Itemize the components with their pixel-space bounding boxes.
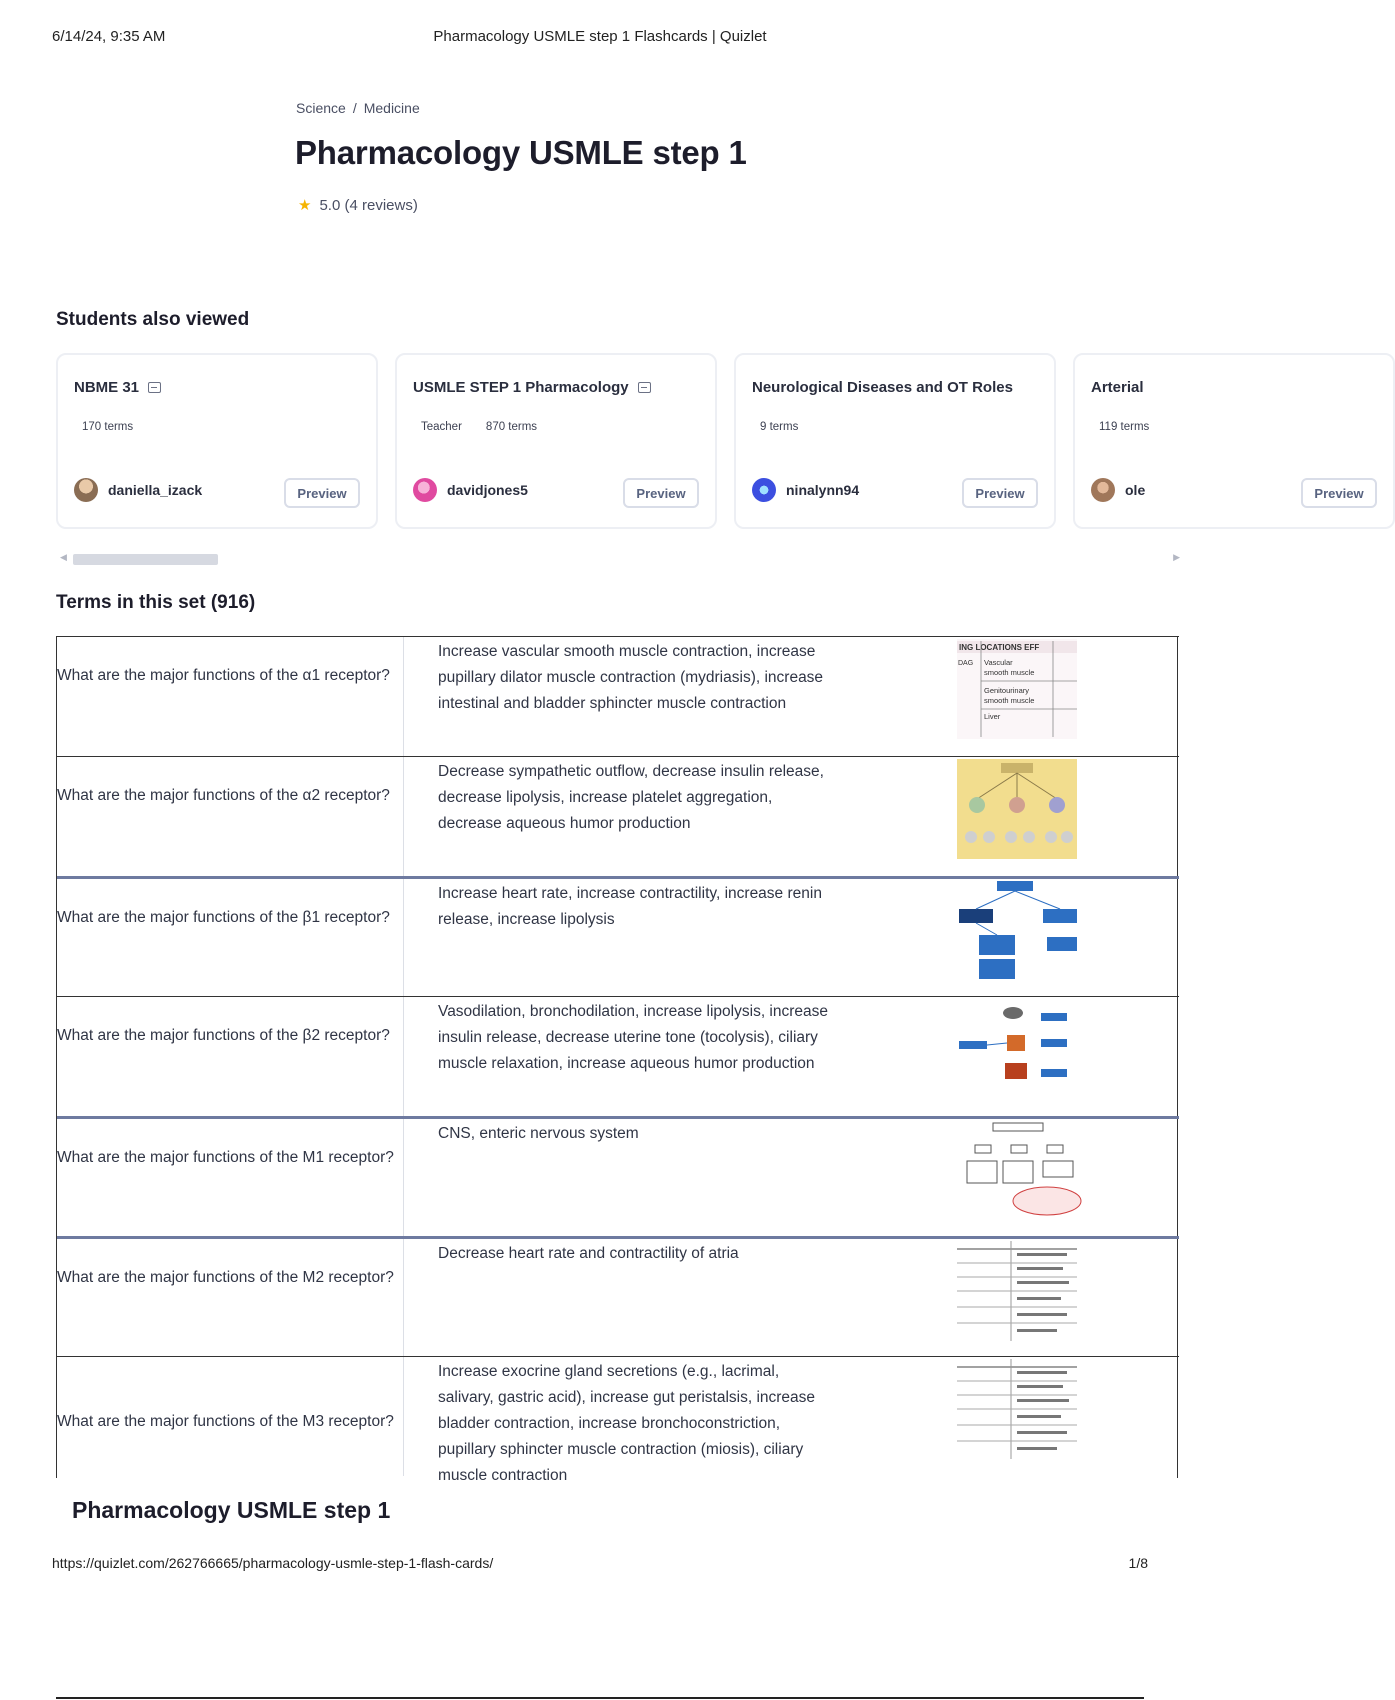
beta2-organ-diagram-image [957, 999, 1077, 1099]
set-card-meta [82, 421, 133, 433]
print-page-number: 1/8 [1128, 1555, 1148, 1571]
students-also-viewed-carousel [56, 353, 1364, 531]
term-row [57, 1116, 1179, 1236]
m2-table-image [957, 1241, 1077, 1341]
term-image[interactable] [957, 639, 1077, 739]
svg-text:smooth muscle: smooth muscle [984, 668, 1035, 677]
row-divider [403, 1357, 404, 1476]
alpha2-diagram-image [957, 759, 1077, 859]
term-row [57, 636, 1179, 756]
rating[interactable] [298, 196, 418, 214]
term-question: What are the major functions of the α1 receptor? [57, 667, 390, 684]
row-divider [403, 1239, 404, 1356]
set-card-author[interactable] [752, 478, 859, 502]
preview-button[interactable]: Preview [284, 478, 360, 508]
set-card-meta [421, 421, 537, 433]
set-card-meta [760, 421, 798, 433]
set-card-usmle-step1-pharmacology[interactable] [395, 353, 717, 529]
preview-button[interactable]: Preview [1301, 478, 1377, 508]
set-card-neurological-diseases[interactable] [734, 353, 1056, 529]
print-header [52, 28, 1148, 50]
print-date: 6/14/24, 9:35 AM [52, 28, 166, 45]
set-card-title: Arterial [1091, 379, 1144, 396]
set-card-badge-teacher: Teacher [421, 421, 462, 433]
term-row [57, 996, 1179, 1116]
row-divider [403, 879, 404, 996]
terms-table [56, 636, 1178, 1484]
print-url[interactable]: https://quizlet.com/262766665/pharmacology-usmle-step-1-flash-cards/ [52, 1555, 494, 1571]
avatar [413, 478, 437, 502]
term-row [57, 1356, 1179, 1484]
term-image[interactable] [957, 881, 1077, 981]
term-answer: Vasodilation, bronchodilation, increase lipolysis, increase insulin release, decrease uterine tone (tocolysis), ciliary muscle relaxation, increase aqueous humor production [438, 1003, 829, 1072]
term-row [57, 1236, 1179, 1356]
term-row [57, 756, 1179, 876]
term-answer: Increase vascular smooth muscle contraction, increase pupillary dilator muscle contraction (mydriasis), increase intestinal and bladder sphincter muscle contraction [438, 643, 824, 712]
set-card-terms: 870 terms [485, 421, 538, 433]
svg-text:DAG: DAG [958, 660, 974, 667]
author-name: ole [1125, 482, 1146, 498]
preview-button[interactable]: Preview [962, 478, 1038, 508]
set-card-terms: 9 terms [760, 421, 799, 433]
term-image[interactable] [957, 1241, 1077, 1341]
scroll-left-arrow-icon[interactable]: ◀ [60, 552, 67, 562]
set-card-author[interactable] [413, 478, 528, 502]
breadcrumb-separator: / [352, 100, 357, 116]
set-card-title: USMLE STEP 1 Pharmacology [413, 379, 651, 396]
author-name: ninalynn94 [786, 482, 860, 498]
author-name: davidjones5 [447, 482, 528, 498]
image-icon [148, 382, 161, 393]
terms-heading: Terms in this set (916) [56, 592, 256, 613]
set-card-arterial[interactable] [1073, 353, 1395, 529]
print-document-title: Pharmacology USMLE step 1 Flashcards | Quizlet [433, 28, 767, 45]
set-card-author[interactable] [74, 478, 202, 502]
term-image[interactable] [957, 1359, 1077, 1459]
alpha1-table-image [957, 639, 1077, 739]
term-question: What are the major functions of the α2 receptor? [57, 787, 390, 804]
bottom-rule [56, 1697, 1144, 1699]
scroll-right-arrow-icon[interactable]: ▶ [1173, 552, 1180, 562]
term-answer: Increase heart rate, increase contractility, increase renin release, increase lipolysis [438, 885, 822, 928]
row-divider [403, 997, 404, 1116]
avatar [752, 478, 776, 502]
svg-text:Genitourinary: Genitourinary [984, 686, 1030, 695]
avatar [1091, 478, 1115, 502]
scrollbar-thumb[interactable] [73, 554, 218, 565]
set-card-meta [1099, 421, 1149, 433]
set-title: Pharmacology USMLE step 1 [295, 134, 747, 171]
star-icon: ★ [298, 197, 312, 214]
author-name: daniella_izack [108, 482, 203, 498]
rating-text: 5.0 (4 reviews) [319, 196, 418, 214]
breadcrumb [296, 100, 420, 116]
row-divider [403, 1119, 404, 1236]
term-answer: Decrease heart rate and contractility of atria [438, 1245, 739, 1262]
term-image[interactable] [957, 1121, 1077, 1221]
m1-flowchart-image [957, 1121, 1077, 1221]
preview-button[interactable]: Preview [623, 478, 699, 508]
term-question: What are the major functions of the M2 receptor? [57, 1269, 394, 1286]
m3-table-image [957, 1359, 1077, 1459]
set-card-nbme-31[interactable] [56, 353, 378, 529]
term-question: What are the major functions of the β2 receptor? [57, 1027, 390, 1044]
term-image[interactable] [957, 759, 1077, 859]
term-question: What are the major functions of the β1 receptor? [57, 909, 390, 926]
set-card-terms: 170 terms [82, 421, 134, 433]
set-card-terms: 119 terms [1099, 421, 1150, 433]
term-answer: Increase exocrine gland secretions (e.g., lacrimal, salivary, gastric acid), increase gut peristalsis, increase bladder contraction, increase bronchoconstriction, pupillary sphincter muscle contraction (miosis), ciliary muscle contraction [438, 1363, 816, 1484]
breadcrumb-medicine[interactable]: Medicine [363, 100, 420, 116]
svg-text:Liver: Liver [984, 712, 1001, 721]
breadcrumb-science[interactable]: Science [296, 100, 346, 116]
carousel-scrollbar[interactable] [60, 552, 1180, 566]
image-icon [638, 382, 651, 393]
term-question: What are the major functions of the M1 receptor? [57, 1149, 394, 1166]
avatar [74, 478, 98, 502]
set-card-title: NBME 31 [74, 379, 161, 396]
row-divider [403, 757, 404, 876]
term-row [57, 876, 1179, 996]
svg-text:Vascular: Vascular [984, 658, 1013, 667]
beta1-flowchart-image [957, 881, 1077, 981]
svg-text:ING LOCATIONS EFF: ING LOCATIONS EFF [959, 643, 1040, 652]
term-answer: Decrease sympathetic outflow, decrease insulin release, decrease lipolysis, increase platelet aggregation, decrease aqueous humor production [438, 763, 824, 832]
row-divider [403, 637, 404, 756]
set-card-title: Neurological Diseases and OT Roles [752, 379, 1013, 396]
term-image[interactable] [957, 999, 1077, 1099]
svg-text:smooth muscle: smooth muscle [984, 696, 1035, 705]
term-question: What are the major functions of the M3 receptor? [57, 1413, 394, 1430]
term-answer: CNS, enteric nervous system [438, 1125, 639, 1142]
footer-set-title: Pharmacology USMLE step 1 [72, 1497, 391, 1523]
students-also-viewed-heading: Students also viewed [56, 309, 250, 330]
set-card-author[interactable] [1091, 478, 1145, 502]
print-footer [52, 1555, 1148, 1571]
